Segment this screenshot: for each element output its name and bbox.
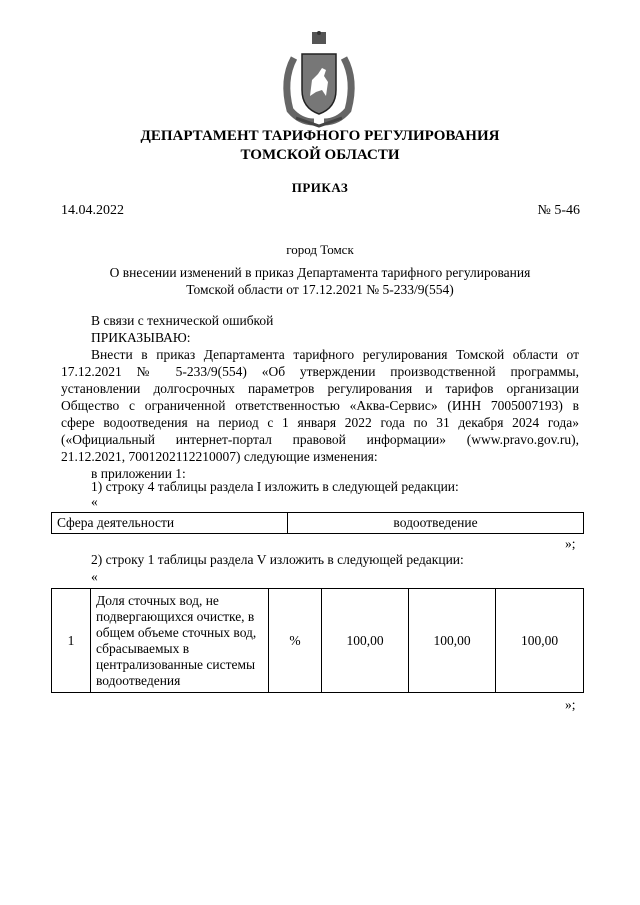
description-line: общем объеме сточных вод, xyxy=(96,624,257,640)
document-date: 14.04.2022 xyxy=(61,203,124,218)
paragraph-line: сфере водоотведения на период с 1 января 2022 года по 31 декабря 2024 года» xyxy=(61,415,579,430)
document-number: № 5-46 xyxy=(537,203,580,218)
paragraph-line: 17.12.2021 № 5-233/9(554) «Об утверждении производственной программы, xyxy=(61,364,579,379)
paragraph-line: Внести в приказ Департамента тарифного регулирования Томской области от xyxy=(91,347,579,362)
main-paragraph xyxy=(61,346,579,465)
table-row xyxy=(52,513,584,534)
document-city: город Томск xyxy=(286,242,354,257)
reason-text: В связи с технической ошибкой xyxy=(91,313,274,328)
table-row xyxy=(52,589,584,693)
paragraph-line: («Официальный интернет-портал правовой информации» (www.pravo.gov.ru), xyxy=(61,432,579,447)
appendix-text: в приложении 1: xyxy=(91,466,186,481)
close-quote-1: »; xyxy=(565,536,576,551)
organization-name-line2: ТОМСКОЙ ОБЛАСТИ xyxy=(240,147,400,163)
activity-label-cell: Сфера деятельности xyxy=(52,513,288,534)
indicator-table xyxy=(51,588,584,693)
coat-of-arms-emblem xyxy=(274,30,364,130)
open-quote-1: « xyxy=(91,494,98,509)
organization-name-line1: ДЕПАРТАМЕНТ ТАРИФНОГО РЕГУЛИРОВАНИЯ xyxy=(140,128,500,144)
description-line: подвергающихся очистке, в xyxy=(96,608,255,624)
value-cell: 100,00 xyxy=(322,589,409,693)
indicator-description-cell xyxy=(91,589,269,693)
item-2-text: 2) строку 1 таблицы раздела V изложить в следующей редакции: xyxy=(91,552,464,567)
description-line: Доля сточных вод, не xyxy=(96,592,219,608)
close-quote-2: »; xyxy=(565,697,576,712)
paragraph-line: Общество с ограниченной ответственностью «Аква-Сервис» (ИНН 7005007193) в xyxy=(61,398,579,413)
description-line: сбрасываемых в xyxy=(96,640,190,656)
open-quote-2: « xyxy=(91,569,98,584)
subject-line: Томской области от 17.12.2021 № 5-233/9(554) xyxy=(186,282,454,297)
subject-line: О внесении изменений в приказ Департамента тарифного регулирования xyxy=(109,265,531,280)
row-number-cell: 1 xyxy=(52,589,91,693)
activity-table xyxy=(51,512,584,534)
document-subject xyxy=(0,264,640,298)
order-word: ПРИКАЗЫВАЮ: xyxy=(91,330,191,345)
description-line: централизованные системы xyxy=(96,656,256,672)
item-1-text: 1) строку 4 таблицы раздела I изложить в следующей редакции: xyxy=(91,479,459,494)
document-type: ПРИКАЗ xyxy=(291,180,349,195)
unit-cell: % xyxy=(269,589,322,693)
activity-value-cell: водоотведение xyxy=(288,513,584,534)
paragraph-line: 21.12.2021, 7001202112210007) следующие изменения: xyxy=(61,449,378,464)
description-line: водоотведения xyxy=(96,672,181,688)
value-cell: 100,00 xyxy=(409,589,496,693)
value-cell: 100,00 xyxy=(496,589,584,693)
paragraph-line: установлении долгосрочных параметров регулирования и тарифов организации xyxy=(61,381,579,396)
